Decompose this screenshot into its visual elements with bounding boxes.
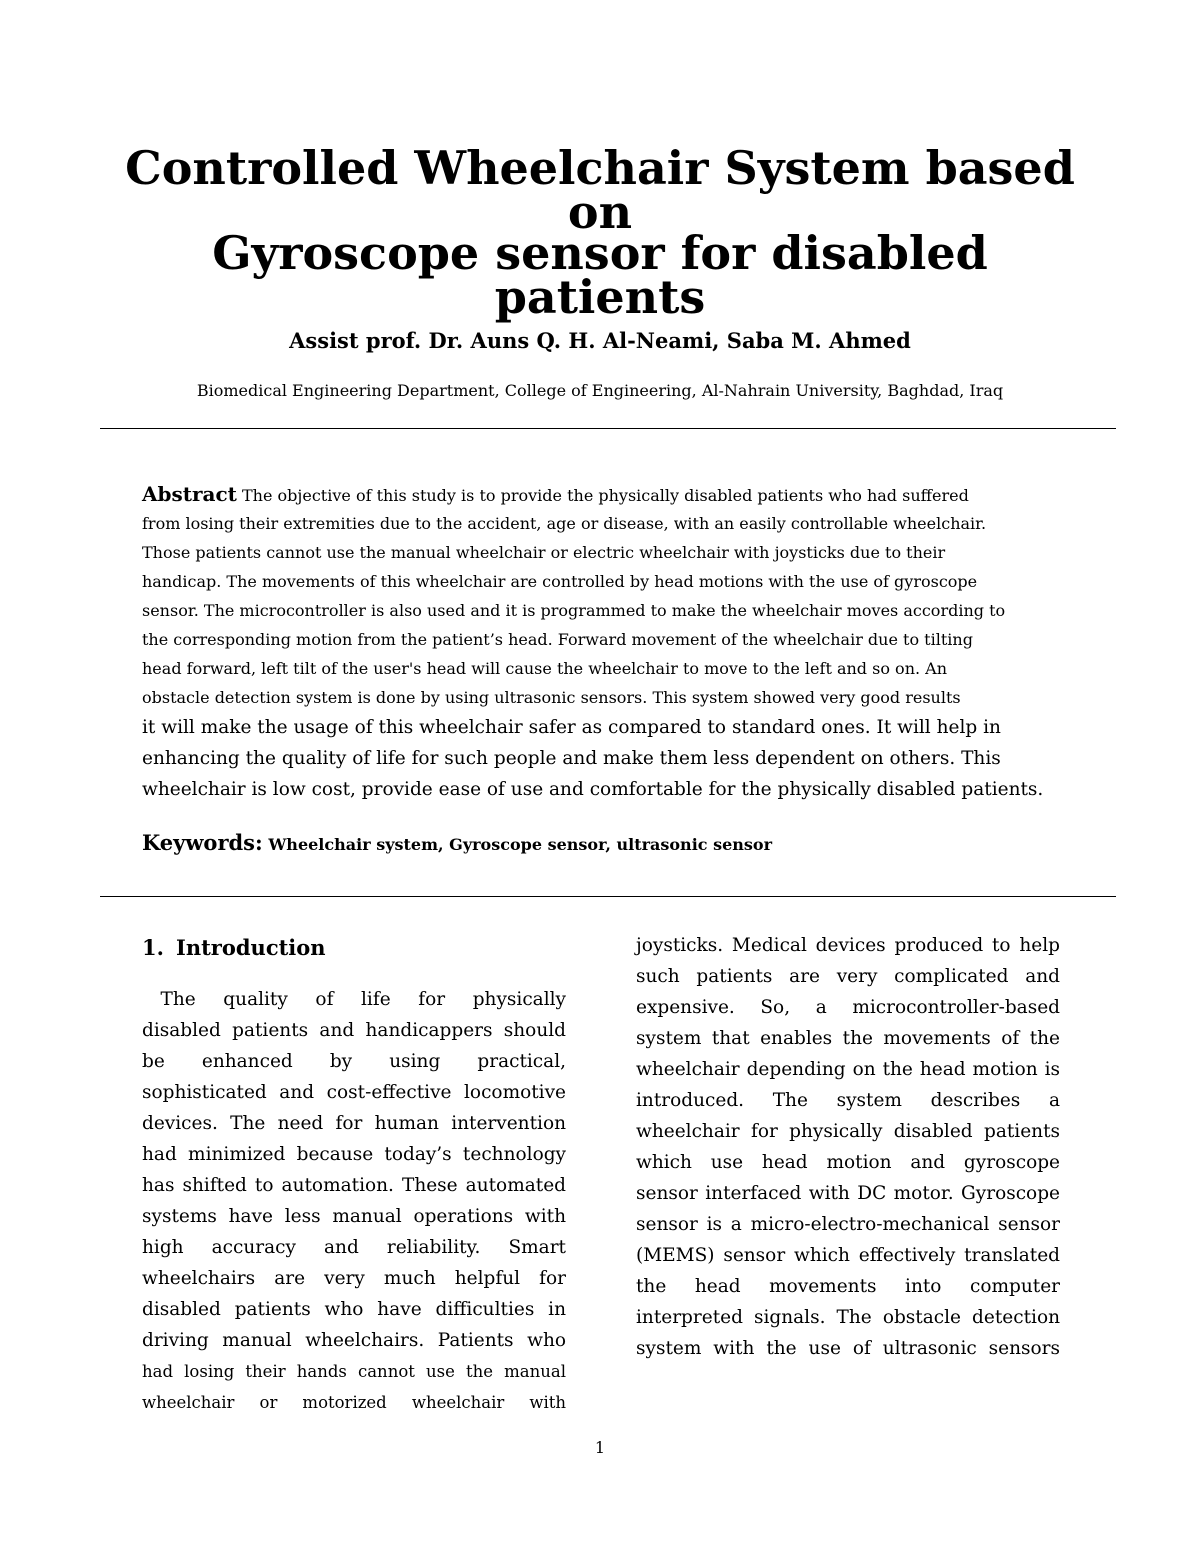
- abstract-line: it will make the usage of this wheelchair safer as compared to standard ones. It will help in: [142, 717, 1001, 738]
- body-line: wheelchairs are very much helpful for: [142, 1268, 566, 1289]
- body-line: sensor interfaced with DC motor. Gyroscope: [636, 1183, 1060, 1204]
- body-line: disabled patients and handicappers should: [142, 1020, 566, 1041]
- body-line: which use head motion and gyroscope: [636, 1152, 1060, 1173]
- bottom-divider: [100, 896, 1116, 897]
- paper-title: [100, 141, 1100, 324]
- body-line: had minimized because today’s technology: [142, 1144, 566, 1165]
- body-line: sensor is a micro-electro-mechanical sensor: [636, 1214, 1060, 1235]
- body-line: introduced. The system describes a: [636, 1090, 1060, 1111]
- body-line: The quality of life for physically: [142, 989, 566, 1010]
- abstract-line: wheelchair is low cost, provide ease of use and comfortable for the physically disabled patients.: [142, 779, 1044, 800]
- body-line: joysticks. Medical devices produced to help: [636, 935, 1060, 956]
- title-line: Gyroscope sensor for disabled patients: [212, 226, 988, 324]
- body-line: system that enables the movements of the: [636, 1028, 1060, 1049]
- right-column: [636, 930, 1060, 1364]
- abstract-line-1: [142, 480, 1082, 509]
- abstract-line: from losing their extremities due to the accident, age or disease, with an easily controllable wheelchair.: [142, 514, 987, 533]
- abstract-line: obstacle detection system is done by using ultrasonic sensors. This system showed very good results: [142, 688, 961, 707]
- left-column: [142, 984, 566, 1418]
- body-line: the head movements into computer: [636, 1276, 1060, 1297]
- body-line: system with the use of ultrasonic sensors: [636, 1338, 1060, 1359]
- keywords-text: Wheelchair system, Gyroscope sensor, ultrasonic sensor: [262, 835, 773, 854]
- body-line: disabled patients who have difficulties in: [142, 1299, 566, 1320]
- body-line: be enhanced by using practical,: [142, 1051, 566, 1072]
- body-line: expensive. So, a microcontroller-based: [636, 997, 1060, 1018]
- abstract-line: head forward, left tilt of the user's head will cause the wheelchair to move to the left and so on. An: [142, 659, 948, 678]
- abstract-heading: Abstract: [142, 482, 237, 506]
- body-line: had losing their hands cannot use the manual: [142, 1362, 566, 1381]
- body-line: devices. The need for human intervention: [142, 1113, 566, 1134]
- body-line: wheelchair for physically disabled patients: [636, 1121, 1060, 1142]
- keywords-heading: Keywords:: [142, 830, 263, 855]
- body-line: interpreted signals. The obstacle detection: [636, 1307, 1060, 1328]
- body-line: systems have less manual operations with: [142, 1206, 566, 1227]
- body-line: sophisticated and cost-effective locomotive: [142, 1082, 566, 1103]
- abstract: [142, 480, 1082, 805]
- section-heading: [142, 931, 326, 965]
- body-line: wheelchair or motorized wheelchair with: [142, 1393, 566, 1412]
- body-line: has shifted to automation. These automated: [142, 1175, 566, 1196]
- body-line: driving manual wheelchairs. Patients who: [142, 1330, 566, 1351]
- keywords: [142, 828, 772, 860]
- abstract-text: The objective of this study is to provide the physically disabled patients who had suffered: [236, 486, 969, 505]
- abstract-line: Those patients cannot use the manual wheelchair or electric wheelchair with joysticks due to their: [142, 543, 946, 562]
- abstract-line: the corresponding motion from the patient’s head. Forward movement of the wheelchair due to tilting: [142, 630, 973, 649]
- abstract-line: enhancing the quality of life for such people and make them less dependent on others. This: [142, 748, 1001, 769]
- abstract-line: handicap. The movements of this wheelchair are controlled by head motions with the use of gyroscope: [142, 572, 978, 591]
- body-line: such patients are very complicated and: [636, 966, 1060, 987]
- authors: Assist prof. Dr. Auns Q. H. Al-Neami, Saba M. Ahmed: [289, 328, 911, 353]
- body-line: (MEMS) sensor which effectively translated: [636, 1245, 1060, 1266]
- title-line: Controlled Wheelchair System based on: [125, 141, 1075, 239]
- section-number: 1.: [142, 935, 164, 960]
- body-line: high accuracy and reliability. Smart: [142, 1237, 566, 1258]
- body-line: wheelchair depending on the head motion is: [636, 1059, 1060, 1080]
- section-title: Introduction: [176, 935, 326, 960]
- abstract-line: sensor. The microcontroller is also used and it is programmed to make the wheelchair moves according to: [142, 601, 1006, 620]
- affiliation: Biomedical Engineering Department, College of Engineering, Al-Nahrain University, Baghdad, Iraq: [196, 381, 1004, 400]
- page-number: 1: [594, 1438, 606, 1457]
- top-divider: [100, 428, 1116, 429]
